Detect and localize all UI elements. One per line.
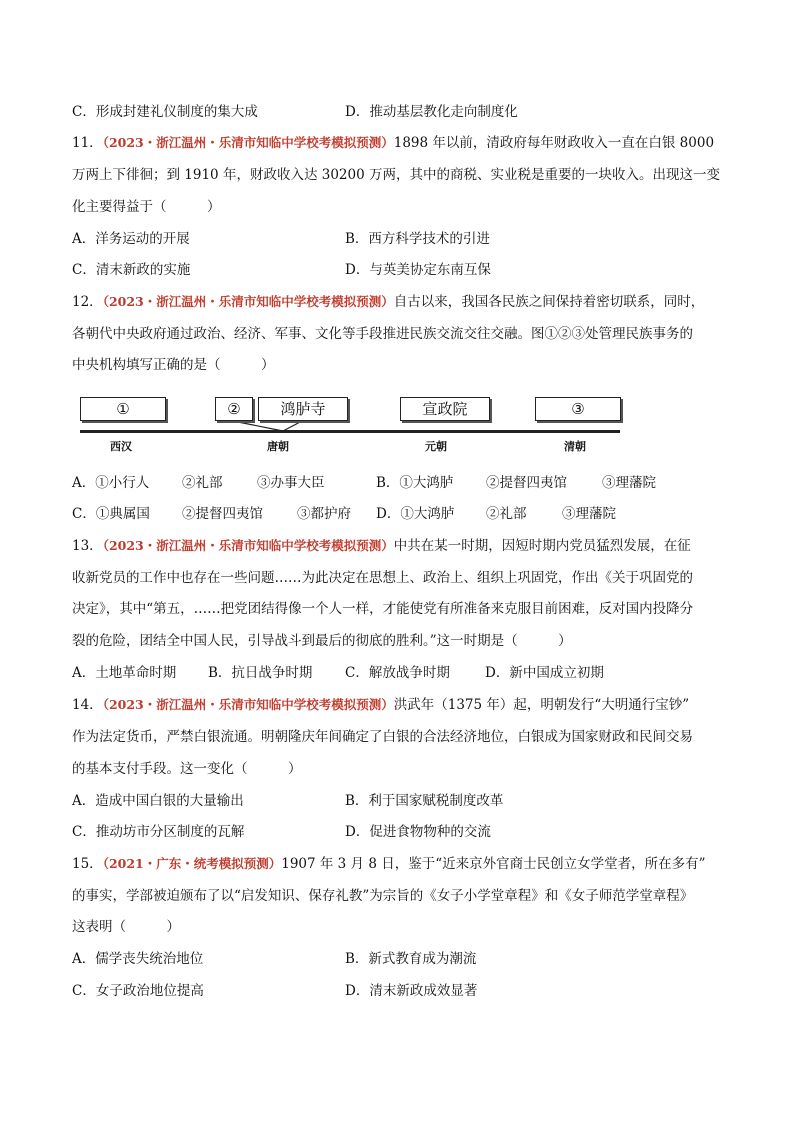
label-tangchao: 唐朝 [267, 440, 289, 453]
q12-source: （2023・浙江温州・乐清市知临中学校考模拟预测） [102, 294, 394, 309]
q13-stem-line-4: 裂的危险，团结全中国人民，引导战斗到最后的彻底的胜利。”这一时期是（ ） [72, 633, 572, 649]
q11-option-c[interactable]: C．清末新政的实施 [72, 262, 191, 278]
q15-option-c[interactable]: C．女子政治地位提高 [72, 983, 204, 999]
q12-stem-line-2: 各朝代中央政府通过政治、经济、军事、文化等手段推进民族交流交往交融。图①②③处管理民族事务的 [72, 326, 693, 342]
q14-stem-line-3: 的基本支付手段。这一变化（ ） [72, 761, 302, 777]
q14-option-d[interactable]: D．促进食物物种的交流 [345, 824, 491, 840]
q14-number: 14． [72, 697, 103, 713]
q15-stem-line-1: 15．（2021・广东・统考模拟预测）1907 年 3 月 8 日，鉴于“近来京外官商士民创立女学堂者，所在多有” [72, 856, 706, 872]
q11-stem-line-2: 万两上下徘徊；到 1910 年，财政收入达 30200 万两，其中的商税、实业税是重要的一块收入。出现这一变 [72, 167, 720, 183]
q15-source: （2021・广东・统考模拟预测） [102, 856, 282, 871]
q14-stem-line-2: 作为法定货币，严禁白银流通。明朝隆庆年间确定了白银的合法经济地位，白银成为国家财政和民间交易 [72, 729, 693, 745]
q15-number: 15． [72, 856, 103, 872]
q14-stem-line-1: 14．（2023・浙江温州・乐清市知临中学校考模拟预测）洪武年（1375 年）起，明朝发行“大明通行宝钞” [72, 697, 690, 713]
q13-option-b[interactable]: B．抗日战争时期 [208, 665, 313, 681]
q13-number: 13． [72, 538, 103, 554]
q13-stem-line-3: 决定》，其中“第五，……把党团结得像一个人一样，才能使党有所准备来克服目前困难，反对国内投降分 [72, 601, 694, 617]
q13-option-a[interactable]: A．土地革命时期 [72, 665, 177, 681]
q13-source: （2023・浙江温州・乐清市知临中学校考模拟预测） [102, 538, 394, 553]
q15-stem-line-3: 这表明（ ） [72, 919, 180, 935]
q11-source: （2023・浙江温州・乐清市知临中学校考模拟预测） [102, 135, 394, 150]
q12-stem-line-3: 中央机构填写正确的是（ ） [72, 357, 275, 373]
q14-option-b[interactable]: B．利于国家赋税制度改革 [345, 793, 504, 809]
q11-number: 11． [72, 135, 103, 151]
q11-stem-line-3: 化主要得益于（ ） [72, 199, 221, 215]
q13-option-d[interactable]: D．新中国成立初期 [485, 665, 604, 681]
timeline-connectors [0, 0, 794, 460]
q12-option-b[interactable]: B．①大鸿胪 ②提督四夷馆 ③理藩院 [376, 475, 656, 491]
q14-option-a[interactable]: A．造成中国白银的大量输出 [72, 793, 244, 809]
q11-option-b[interactable]: B．西方科学技术的引进 [345, 231, 490, 247]
q13-stem-line-1: 13．（2023・浙江温州・乐清市知临中学校考模拟预测）中共在某一时期，因短时期内党员猛烈发展，在征 [72, 538, 691, 554]
q14-option-c[interactable]: C．推动坊市分区制度的瓦解 [72, 824, 245, 840]
q11-stem-line-1: 11．（2023・浙江温州・乐清市知临中学校考模拟预测）1898 年以前，清政府每年财政收入一直在白银 8000 [72, 135, 715, 151]
diagram-box-1: ① [80, 397, 166, 421]
q12-option-a[interactable]: A．①小行人 ②礼部 ③办事大臣 [72, 475, 325, 491]
label-yuanchao: 元朝 [425, 440, 447, 453]
q15-option-a[interactable]: A．儒学丧失统治地位 [72, 951, 204, 967]
q12-option-d[interactable]: D．①大鸿胪 ②礼部 ③理藩院 [376, 506, 616, 522]
diagram-box-honglusi: 鸿胪寺 [258, 397, 348, 421]
q15-stem-line-2: 的事实，学部被迫颁布了以“启发知识、保存礼教”为宗旨的《女子小学堂章程》和《女子师范学堂章程》 [72, 888, 694, 904]
q14-source: （2023・浙江温州・乐清市知临中学校考模拟预测） [102, 697, 394, 712]
diagram-box-3: ③ [535, 397, 621, 421]
q10-option-d[interactable]: D．推动基层教化走向制度化 [345, 104, 518, 120]
diagram-box-2: ② [215, 397, 253, 421]
label-qingchao: 清朝 [564, 440, 586, 453]
diagram-box-xuanzhengyuan: 宣政院 [400, 397, 490, 421]
q12-option-c[interactable]: C．①典属国 ②提督四夷馆 ③都护府 [72, 506, 351, 522]
q10-option-c[interactable]: C．形成封建礼仪制度的集大成 [72, 104, 258, 120]
q13-stem-line-2: 收新党员的工作中也存在一些问题……为此决定在思想上、政治上、组织上巩固党，作出《关于巩固党的 [72, 570, 693, 586]
label-xihan: 西汉 [110, 440, 132, 453]
q11-option-d[interactable]: D．与英美协定东南互保 [345, 262, 491, 278]
q15-option-b[interactable]: B．新式教育成为潮流 [345, 951, 477, 967]
q13-option-c[interactable]: C．解放战争时期 [345, 665, 450, 681]
q11-option-a[interactable]: A．洋务运动的开展 [72, 231, 190, 247]
q12-number: 12． [72, 294, 103, 310]
q12-stem-line-1: 12．（2023・浙江温州・乐清市知临中学校考模拟预测）自古以来，我国各民族之间保持着密切联系，同时， [72, 294, 705, 310]
q15-option-d[interactable]: D．清末新政成效显著 [345, 983, 478, 999]
